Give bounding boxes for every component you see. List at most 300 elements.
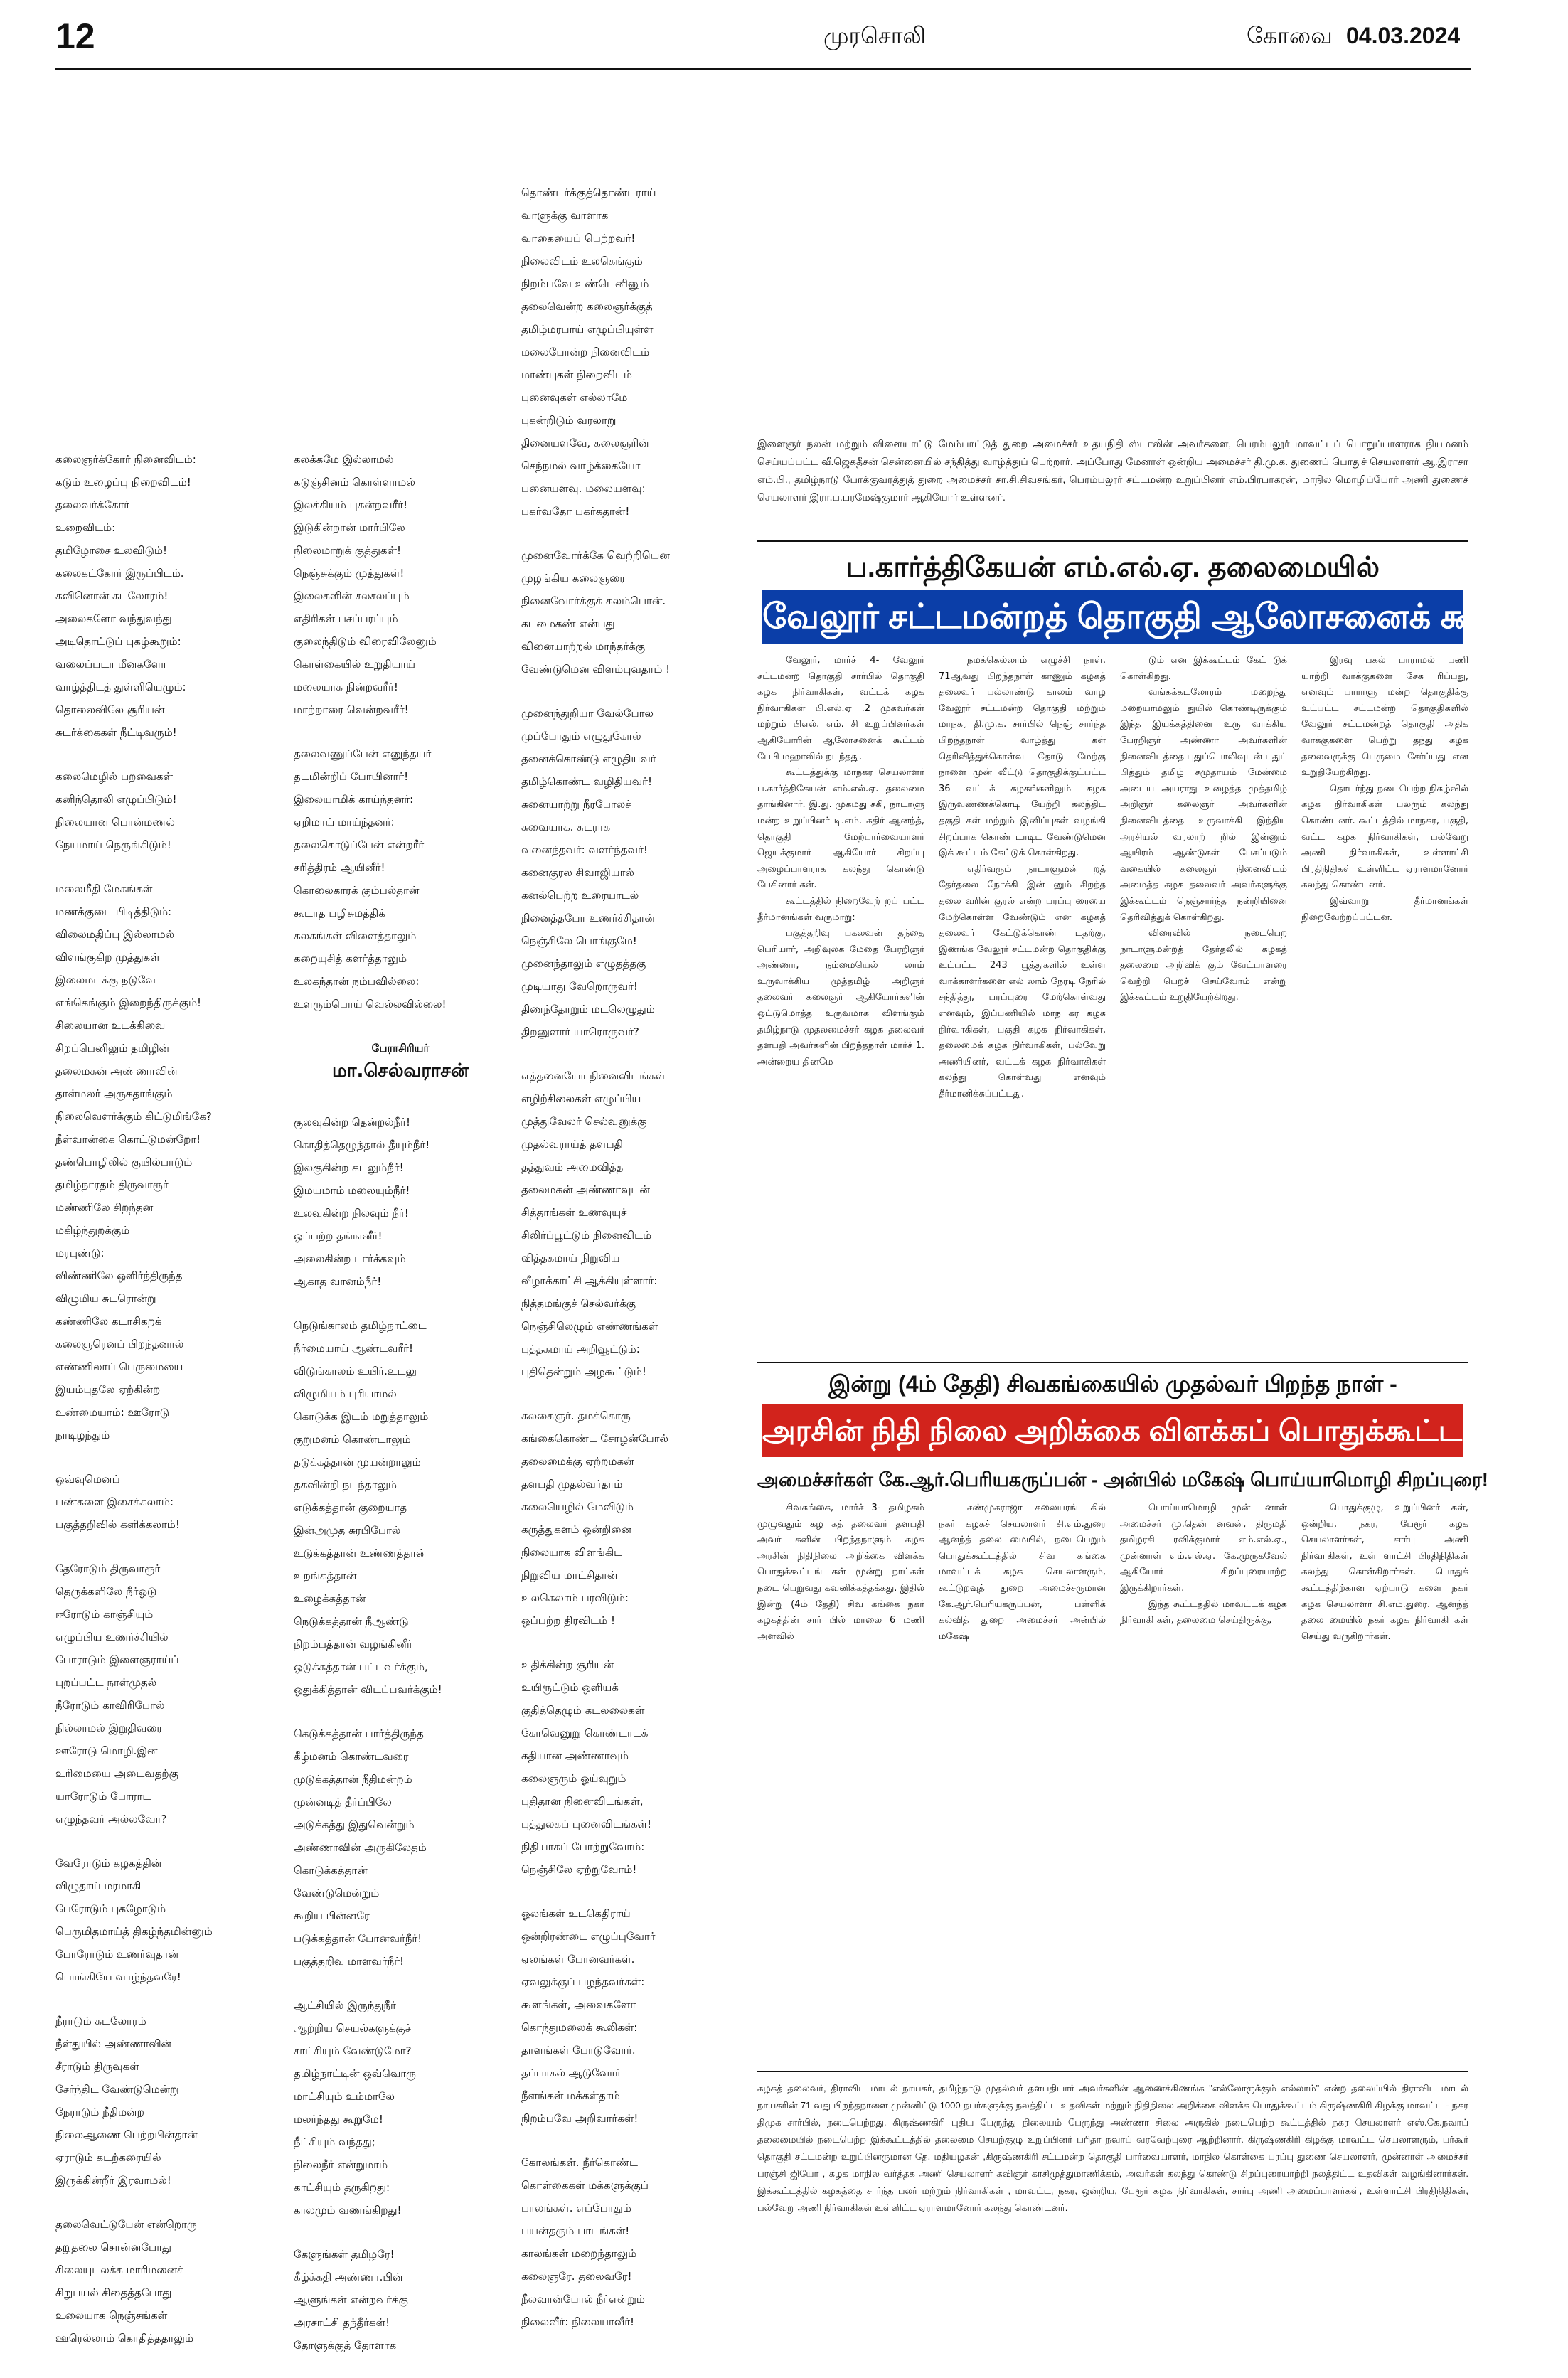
poem-line: முடுக்கத்தான் நீதிமன்றம் xyxy=(294,1773,412,1786)
poem-line: ஊரோடு மொழி.இன xyxy=(55,1744,158,1757)
poem-line: தளபதி முதல்வர்தாம் xyxy=(521,1478,623,1491)
poem-line: தோளுக்குத் தோளாக xyxy=(294,2339,397,2352)
poem-stanza xyxy=(294,1111,507,1293)
poem-byline xyxy=(294,1037,507,1082)
poem-line: வினையாற்றல் மாந்தர்க்கு xyxy=(521,640,646,653)
poem-line: தாளங்கள் போடுவோர். xyxy=(521,2044,636,2057)
poem-stanza xyxy=(294,1994,507,2222)
poem-line: சுனையாற்று நீரபோலச் xyxy=(521,798,631,811)
poem-line: தொலைவிலே சூரியன் xyxy=(55,703,165,716)
poem-stanza xyxy=(521,181,749,523)
poem-line: விலைமதிப்பு இல்லாமல் xyxy=(55,928,175,941)
poem-line: தலைமகன் அண்ணாவுடன் xyxy=(521,1183,650,1196)
poem-line: பண்களை இசைக்கலாம்: xyxy=(55,1495,174,1508)
poem-line: கலைகட்கோர் இருப்பிடம். xyxy=(55,567,184,580)
poem-line: மலர்ந்தது கூறுமே! xyxy=(294,2113,383,2126)
poem-line: பொங்கியே வாழ்ந்தவரே! xyxy=(55,1971,181,1983)
poem-line: முதல்வராய்த் தளபதி xyxy=(521,1138,623,1151)
poem-line: முத்துவேலர் செல்வனுக்கு xyxy=(521,1115,647,1128)
poem-line: எழுந்தவர் அல்லவோ? xyxy=(55,1813,167,1825)
poem-line: சித்தாங்கள் உணவுயுச் xyxy=(521,1206,627,1219)
edition-date: 04.03.2024 xyxy=(1346,23,1461,48)
article-column xyxy=(1120,653,1287,1357)
poem-line: வாளுக்கு வாளாக xyxy=(521,209,609,222)
poem-line: கோவெனுறு கொண்டாடக் xyxy=(521,1727,649,1739)
page-header xyxy=(55,16,1471,65)
poem-line: மலையாக நின்றவரீர்! xyxy=(294,681,398,693)
poem-line: நெஞ்சிலே ஏற்றுவோம்! xyxy=(521,1863,637,1876)
poem-line: நெடுங்காலம் தமிழ்நாட்டை xyxy=(294,1319,427,1332)
poem-line: நிலைநீர் என்றுமாம் xyxy=(294,2158,388,2171)
poem-line: ஆற்றிய செயல்களுக்குச் xyxy=(294,2022,412,2035)
poem-line: தடுக்கத்தான் முயன்றாலும் xyxy=(294,1456,421,1468)
poem-line: புனைவுகள் எல்லாமே xyxy=(521,391,628,404)
poem-line: நிறம்பவே அறிவார்கள்! xyxy=(521,2112,639,2125)
poem-line: தாள்மலர் அருகதாங்கும் xyxy=(55,1087,173,1100)
poem-line: கருத்துகளம் ஒன்றினை xyxy=(521,1523,632,1536)
poem-line: நீர்மையாய் ஆண்டவரீர்! xyxy=(294,1342,413,1355)
poem-line: தேரோடும் திருவாரூர் xyxy=(55,1562,161,1575)
poem-line: ஏராடும் கடற்கரையில் xyxy=(55,2151,161,2164)
poem-line: வாழ்த்திடத் துள்ளியெழும்: xyxy=(55,681,186,693)
poem-line: நீரோடும் காவிரிபோல் xyxy=(55,1699,165,1712)
poem-line: இலையாமிக் காய்ந்தனர்: xyxy=(294,793,414,806)
poem-line: ஏறிமாய் மாய்ந்தனர்: xyxy=(294,816,395,828)
poem-stanza xyxy=(294,742,507,1015)
poem-line: நிதியாகப் போற்றுவோம்: xyxy=(521,1840,645,1853)
poem-line: உயிரூட்டும் ஒளியக் xyxy=(521,1681,619,1694)
poem-line: கடும் உழைப்பு நிறைவிடம்! xyxy=(55,476,191,489)
section-divider xyxy=(757,2071,1468,2072)
poem-line: உழைக்கத்தான் xyxy=(294,1592,366,1605)
poem-line: தகவின்றி நடந்தாலும் xyxy=(294,1478,397,1491)
edition-city: கோவை xyxy=(1247,23,1333,48)
poem-stanza xyxy=(294,1314,507,1701)
poem-line: நிலைஆணை பெற்றபின்தான் xyxy=(55,2128,198,2141)
poem-line: இலக்கியம் புகன்றவரீர்! xyxy=(294,498,408,511)
poem-line: புகன்றிடும் வரலாறு xyxy=(521,414,617,427)
poem-line: மரபுண்டு: xyxy=(55,1247,105,1259)
poem-column-3 xyxy=(521,181,749,2355)
poem-line: விழுதாய் மரமாகி xyxy=(55,1880,142,1892)
poem-line: வேண்டுமென விளம்புவதாம் ! xyxy=(521,663,671,676)
poem-line: ஏவலுக்குப் பழந்தவர்கள்: xyxy=(521,1976,645,1988)
poem-line: தமிழ்மரபாய் எழுப்பியுள்ள xyxy=(521,323,654,336)
poem-line: போராடும் இளைஞராய்ப் xyxy=(55,1653,179,1666)
poem-line: மலைபோன்ற நினைவிடம் xyxy=(521,346,650,358)
poem-line: கொடுக்கத்தான் xyxy=(294,1864,368,1877)
page-number: 12 xyxy=(55,16,95,56)
poem-line: வீழாக்காட்சி ஆக்கியுள்ளார்: xyxy=(521,1274,658,1287)
poem-line: வலைப்படா மீனகளோ xyxy=(55,658,167,671)
poem-line: புதிதென்றும் அழகூட்டும்! xyxy=(521,1365,647,1378)
poem-line: வேண்டுமென்றும் xyxy=(294,1887,380,1899)
poem-line: யாரோடும் போராட xyxy=(55,1790,151,1803)
poem-line: எடுக்கத்தான் குறையாத xyxy=(294,1501,407,1514)
article-paragraph: பொய்யாமொழி முன் னாள் அமைச்சர் மு.தென் னவன், திருமதி தமிழரசி ரவிக்குமார் எம்.எல்.ஏ., முன்னாள் எம்.எல்.ஏ. கே.முருகவேல் ஆகியோர் சிறப்புரையாற்ற இருக்கிறார்கள். xyxy=(1120,1503,1287,1594)
poem-line: நிலைவெளர்க்கும் கிட்டுமிங்கே? xyxy=(55,1110,212,1123)
poem-line: ஒன்றிரண்டை எழுப்புவோர் xyxy=(521,1930,656,1943)
article-paragraph: வேலூர், மார்ச் 4- வேலூர் சட்டமன்ற தொகுதி சார்பில் தொகுதி கழக நிர்வாகிகள், வட்டக் கழக நிர்வாகிகள் பி.எல்.ஏ .2 முகவர்கள் மற்றும் பிஎல். எம். சி உறுப்பினர்கள் ஆகியோரின் ஆலோசனைக் கூட்டம் பேபி மஹாலில் நடந்தது. xyxy=(757,655,924,762)
poem-line: உறைவிடம்: xyxy=(55,521,116,534)
article-paragraph: சிவகங்கை, மார்ச் 3- தமிழகம் முழுவதும் கழ கத் தலைவர் தளபதி அவர் களின் பிறந்தநாளும் கழக அரசின் நிதிநிலை அறிக்கை விளக்க பொதுக்கூட்டங் கள் மூன்று நாட்கள் நடை பெறுவது கவனிக்கத்தக்கது. இதில் இன்று (4ம் தேதி) சிவ கங்கை நகர் கழகத்தின் சார் பில் மாலை 6 மணி அளவில் xyxy=(757,1503,924,1642)
poem-line: நெஞ்சிலெழும் எண்ணங்கள் xyxy=(521,1320,658,1333)
poem-line: காலங்கள் மறைந்தாலும் xyxy=(521,2247,637,2260)
poem-line: முப்போதும் எழுதுகோல் xyxy=(521,730,641,742)
poem-line: கனிந்தொலி எழுப்பிடும்! xyxy=(55,793,177,806)
poem-line: முன்னடித் தீர்ப்பிலே xyxy=(294,1796,392,1808)
poem-line: இமயமாம் மலையும்நீர்! xyxy=(294,1184,410,1197)
poem-line: மாட்சியும் உம்மாலே xyxy=(294,2090,395,2103)
poem-line: கனைகுரல சிவாஜியால் xyxy=(521,866,634,879)
poem-line: இருக்கின்றீர் இரவாமல்! xyxy=(55,2174,171,2187)
poem-line: முழங்கிய கலைஞரை xyxy=(521,572,626,585)
poem-line: கறையுசித் களர்த்தாலும் xyxy=(294,952,407,965)
poem-line: தமிழ்கொண்ட வழிதியவர்! xyxy=(521,775,652,788)
poem-line: எழுப்பிய உணர்ச்சியில் xyxy=(55,1631,169,1643)
poem-line: பயன்தரும் பாடங்கள்! xyxy=(521,2224,630,2237)
poem-line: கலகங்கள் விளைத்தாலும் xyxy=(294,929,417,942)
article2-subhead: இன்று (4ம் தேதி) சிவகங்கையில் முதல்வர் பிறந்த நாள் - xyxy=(828,1371,1397,1397)
poem-line: உளரும்பொய் வெல்லவில்லை! xyxy=(294,998,447,1011)
poem-stanza xyxy=(55,878,276,1446)
poem-line: மலைமீதி மேகங்கள் xyxy=(55,883,153,895)
poem-line: வனைந்தவர்: வளர்ந்தவர்! xyxy=(521,843,648,856)
poem-line: தெருக்களிலே நீர்ஓடு xyxy=(55,1585,157,1598)
poem-line: நிலைவிடம் உலகெங்கும் xyxy=(521,255,643,267)
poem-line: நினைத்தபோ உணர்ச்சிதான் xyxy=(521,912,655,924)
poem-line: புத்தகமாய் அறிவூட்டும்: xyxy=(521,1343,640,1355)
poem-line: தண்பொழிலில் குயில்பாடும் xyxy=(55,1156,193,1168)
poem-line: உலவுகின்ற நிலவும் நீர்! xyxy=(294,1207,409,1220)
poem-line: கூளங்கள், அவைகளோ xyxy=(521,1998,636,2011)
poem-line: கலைஞரே. தலைவரே! xyxy=(521,2270,632,2283)
poem-line: உலையாக நெஞ்சங்கள் xyxy=(55,2309,168,2322)
poem-line: எண்ணிலாப் பெருமையை xyxy=(55,1360,183,1373)
poem-line: செந்நமல் வாழ்க்கையோ xyxy=(521,459,641,472)
poem-line: கலக்கமே இல்லாமல் xyxy=(294,453,394,466)
article-paragraph: தொடர்ந்து நடைபெற்ற நிகழ்வில் கழக நிர்வாகிகள் பலரும் கலந்து கொண்டனர். கூட்டத்தில் மாநகர, பகுதி, வட்ட கழக நிர்வாகிகள், பல்வேறு அணி நிர்வாகிகள், உள்ளாட்சி பிரதிநிதிகள் உள்ளிட்ட ஏராளமானோர் கலந்து கொண்டனர். xyxy=(1301,783,1468,891)
poem-line: பகுத்தறிவில் களிக்கலாம்! xyxy=(55,1518,180,1531)
poem-line: தலைவர்க்கோர் xyxy=(55,498,130,511)
poem-line: சிலையான உடக்கிவை xyxy=(55,1019,166,1032)
poem-stanza xyxy=(521,1653,749,1881)
poem-line: நிறம்பத்தான் வழங்கினீர் xyxy=(294,1638,412,1651)
poem-line: நிலைமாறுக் குத்துகள்! xyxy=(294,544,402,557)
poem-line: சரித்திரம் ஆயினீர்! xyxy=(294,861,385,874)
poem-line: கொடுக்க இடம் மறுத்தாலும் xyxy=(294,1410,429,1423)
poem-line: தமிழ்நாரதம் திருவாரூர் xyxy=(55,1178,169,1191)
article-column xyxy=(757,1500,924,2062)
bottom-photo-caption: கழகத் தலைவர், திராவிட மாடல் நாயகர், தமிழ்நாடு முதல்வர் தளபதியார் அவர்களின் ஆணைக்கிணங்க "எல்லோருக்கும் எல்லாம்" என்ற தலைப்பில் திராவிட மாடல் நாயகரின் 71 வது பிறந்தநாளை முன்னிட்டு 1000 நபர்களுக்கு நலத்திட்ட உதவிகள் மற்றும் நிதிநிலை அறிக்கை விளக்க பொதுக்கூட்டம் கிருஷ்ணகிரி கிழக்கு மாவட்ட - நகர திமுக சார்பில், நடைபெற்றது. கிருஷ்ணகிரி புதிய பேருந்து நிலையம் பேருந்து அண்ணா சிலை அருகில் நடைபெற்ற கூட்டத்தில் நகர செயலாளர் எஸ்.கே.நவாப் தலைமையில் நடைபெற்ற இக்கூட்டத்தில் தலைமை செயற்குழு உறுப்பினர் பரிதா நவாப் வரவேற்புரை ஆற்றினார். கிருஷ்ணகிரி கிழக்கு மாவட்ட செயலாளரும், பர்கூர் தொகுதி சட்டமன்ற உறுப்பினருமான தே. மதியழகன் ,கிருஷ்ணகிரி சட்டமன்ற தொகுதி பார்வையாளர், மாநில கொள்கை பரப்பு துணை செயலாளர், முன்னாள் அமைச்சர் பரஞ்சி ஜியோ , கழக மாநில வர்த்தக அணி செயலாளர் கவிஞர் காசிமுத்துமாணிக்கம், அவர்கள் கலந்து கொண்டு சிறப்புரையாற்றி நலத்திட்ட உதவிகள் வழங்கினார்கள். இக்கூட்டத்தில் கழகத்தை சார்ந்த பலர் மற்றும் நிர்வாகிகள் , மாவட்ட, நகர, ஒன்றிய, பேரூர் கழக நிர்வாகிகள், சார்பு அணி அமைப்பாளர்கள், உள்ளாட்சி பிரதிநிதிகள், பல்வேறு அணி நிர்வாகிகள் உள்ளிட்ட ஏராளமானோர் கலந்து கொண்டனர். xyxy=(757,2083,1468,2213)
poem-line: நீலவான்போல் நீர்என்றும் xyxy=(521,2293,645,2305)
poem-line: நீட்சியும் வந்தது; xyxy=(294,2136,375,2148)
poem-line: உதிக்கின்ற சூரியன் xyxy=(521,1658,614,1671)
poem-line: அடுக்கத்து இதுவென்றும் xyxy=(294,1818,415,1831)
poem-line: நிறம்பவே உண்டெனினும் xyxy=(521,277,649,290)
poem-line: பகர்வதோ பகர்கதான்! xyxy=(521,505,630,518)
poem-line: பகுத்தறிவு மாளவர்நீர்! xyxy=(294,1955,405,1968)
poem-line: நீள்வான்கை கொட்டுமன்றோ! xyxy=(55,1133,201,1146)
poem-line: இடுகின்றான் மார்பிலே xyxy=(294,521,405,534)
article-paragraph: சண்முகராஜா கலையரங் கில் நகர் கழகச் செயலாளர் சி.எம்.துரை ஆனந்த் தலை மையில், நடைபெறும் பொதுக்கூட்டத்தில் சிவ கங்கை மாவட்டக் கழக செயலாளரும், கூட்டுறவுத் துறை அமைச்சருமான கே.ஆர்.பெரியகருப்பன், பள்ளிக் கல்வித் துறை அமைச்சர் அன்பில் மகேஷ் xyxy=(939,1503,1106,1642)
article2-subhead-2: அமைச்சர்கள் கே.ஆர்.பெரியகருப்பன் - அன்பில் மகேஷ் பொய்யாமொழி சிறப்புரை! xyxy=(757,1469,1488,1491)
poem-line: நெஞ்சிலே பொங்குமே! xyxy=(521,934,637,947)
poem-line: விழுமிய சுடரொன்று xyxy=(55,1292,156,1305)
article-paragraph: எதிர்வரும் நாடாளுமன் றத் தேர்தலை நோக்கி இன் னும் சிறந்த தலை வரின் குரல் என்ற பரப்பு ரையை மேற்கொள்ள வேண்டும் என கழகத் தலைவர் கேட்டுக்கொண் டதற்கு, இணங்க வேலூர் சட்டமன்ற தொகுதிக்கு உட்பட்ட 243 பூத்துகளில் உள்ள வாக்காளர்களை எல் லாம் நேரடி நேரில் சந்தித்து, பரப்புரை மேற்கொள்வது எனவும், இப்பணியில் மாந கர கழக நிர்வாகிகள், பகுதி கழக நிர்வாகிகள், தலைமைக் கழக நிர்வாகிகள், பல்வேறு அணியினர், வட்டக் கழக நிர்வாகிகள் கலந்து கொள்வது எனவும் தீர்மானிக்கப்பட்டது. xyxy=(939,863,1106,1100)
poem-line: சுடர்க்கைகள் நீட்டிவரும்! xyxy=(55,726,177,739)
section-divider xyxy=(757,1362,1468,1363)
poem-line: இயம்புதலே ஏற்கின்ற xyxy=(55,1383,161,1396)
poem-line: ஆகாத வானம்நீர்! xyxy=(294,1275,382,1288)
poem-stanza xyxy=(521,1065,749,1383)
poem-line: சாட்சியும் வேண்டுமோ? xyxy=(294,2044,412,2057)
poem-line: நெஞ்சுக்கும் முத்துகள்! xyxy=(294,567,405,580)
poem-line: உறங்கத்தான் xyxy=(294,1569,357,1582)
article-paragraph: பொதுக்குழு, உறுப்பினர் கள், ஒன்றிய, நகர, பேரூர் கழக செயலாளர்கள், சார்பு அணி நிர்வாகிகள், உள் ளாட்சி பிரதிநிதிகள் கலந்து கொள்கிறார்கள். பொதுக் கூட்டத்திற்கான ஏற்பாடு களை நகர் கழக செயலாளர் சி.எம்.துரை. ஆனந்த் தலை மையில் நகர் கழக நிர்வாகி கள் செய்து வருகிறார்கள். xyxy=(1301,1503,1468,1642)
poem-line: புதிதான நினைவிடங்கள், xyxy=(521,1795,644,1808)
article-paragraph: பகுத்தறிவு பகலவன் தந்தை பெரியார், அறிவுலக மேதை பேரறிஞர் அண்ணா, நம்மையெல் லாம் உருவாக்கிய முத்தமிழ் அறிஞர் தலைவர் கலைஞர் ஆகியோர்களின் ஒட்டுமொத்த உருவமாக விளங்கும் தமிழ்நாடு முதலமைச்சர் கழக தலைவர் தளபதி அவர்களின் பிறந்தநாள் மார்ச் 1. அன்றைய தினமே xyxy=(757,928,924,1067)
poem-line: கலைஞர்க்கோர் நினைவிடம்: xyxy=(55,453,196,466)
poem-column-1 xyxy=(55,448,276,2371)
poem-line: இலகுகின்ற கடலும்நீர்! xyxy=(294,1161,404,1174)
poem-line: கொந்துமலைக் கூலிகள்: xyxy=(521,2021,638,2034)
poem-line: நிறுவிய மாட்சிதான் xyxy=(521,1569,618,1582)
poem-line: வித்தகமாய் நிறுவிய xyxy=(521,1252,620,1264)
poem-line: உலகெலாம் பரவிடும்: xyxy=(521,1591,629,1604)
poem-line: அடிதொட்டுப் புகழ்கூறும்: xyxy=(55,635,181,648)
author-role: பேராசிரியர் xyxy=(371,1042,430,1055)
poem-line: சேர்ந்திட வேண்டுமென்று xyxy=(55,2083,179,2096)
poem-line: புறப்பட்ட நாள்முதல் xyxy=(55,1676,157,1689)
poem-line: நிலைவீர்: நிலையாவீர்! xyxy=(521,2315,635,2328)
poem-line: இலைமடக்கு நடுவே xyxy=(55,974,156,986)
poem-line: கொள்கையில் உறுதியாய் xyxy=(294,658,416,671)
article-paragraph: கூட்டத்துக்கு மாநகர செயலாளர் ப.கார்த்திகேயன் எம்.எல்.ஏ. தலைமை தாங்கினார். இ.து. முகமது சகி, நாடாளு மன்ற உறுப்பினர் டி.எம். கதிர் ஆனந்த், தொகுதி மேற்பார்வையாளர் ஜெயக்குமார் ஆகியோர் சிறப்பு அழைப்பாளராக கலந்து கொண்டு பேசினார் கள். xyxy=(757,767,924,891)
poem-line: கெடுக்கத்தான் பார்த்திருந்த xyxy=(294,1727,424,1740)
poem-line: தமிழ்நாட்டின் ஒவ்வொரு xyxy=(294,2067,416,2080)
poem-line: குலவுகின்ற தென்றல்நீர்! xyxy=(294,1116,410,1129)
author-name: மா.செல்வராசன் xyxy=(331,1060,469,1082)
poem-line: நெடுக்கத்தான் நீஆண்டு xyxy=(294,1615,409,1628)
poem-line: ஒதுக்கித்தான் விடப்பவர்க்கும்! xyxy=(294,1683,442,1696)
poem-line: கலைஞரெனப் பிறந்தனால் xyxy=(55,1338,184,1350)
poem-line: தலைவெட்டுபேன் என்றொரு xyxy=(55,2218,197,2231)
poem-line: நீராடும் கடலோரம் xyxy=(55,2015,146,2027)
poem-line: நிலையாக விளங்கிட xyxy=(521,1546,623,1559)
poem-stanza xyxy=(55,1557,276,1830)
poem-stanza xyxy=(294,448,507,721)
poem-line: மணக்குடை பிடித்திடும்: xyxy=(55,905,172,918)
poem-line: கீழ்க்கதி அண்ணா.பின் xyxy=(294,2271,403,2283)
poem-line: நில்லாமல் இறுதிவரை xyxy=(55,1722,163,1734)
article-paragraph: டும் என இக்கூட்டம் கேட் டுக் கொள்கிறது. xyxy=(1120,655,1287,682)
poem-line: நித்தமங்குச் செல்வர்க்கு xyxy=(521,1297,636,1310)
poem-stanza xyxy=(55,2213,276,2350)
poem-line: தறுதலை சொன்னபோது xyxy=(55,2241,172,2254)
poem-line: உரிமையை அடைவதற்கு xyxy=(55,1767,178,1780)
poem-line: பேரோடும் புகழோடும் xyxy=(55,1902,166,1915)
poem-line: விண்ணிலே ஒளிர்ந்திருந்த xyxy=(55,1269,183,1282)
poem-line: இன்அமுத சுரபிபோல் xyxy=(294,1524,401,1537)
poem-line: கலகைஞர். தமக்கொரு xyxy=(521,1409,631,1422)
article-paragraph: இரவு பகல் பாராமல் பணி யாற்றி வாக்குகளை சேக ரிப்பது, எனவும் பாராளு மன்ற தொகுதிக்கு உட்பட்ட சட்டமன்ற தொகுதிகளில் வேலூர் சட்டமன்றத் தொகுதி அதிக வாக்குகளை பெற்று தந்து கழக தலைவருக்கு பெருமை சேர்ப்பது என உறுதியேற்கிறது. xyxy=(1301,655,1468,779)
header-rule xyxy=(55,68,1471,70)
poem-line: ஒவ்வுமெனப் xyxy=(55,1473,120,1486)
poem-line: முடியாது வேறொருவர்! xyxy=(521,980,638,993)
poem-line: சிறுபயல் சிதைத்தபோது xyxy=(55,2286,172,2299)
poem-line: உண்மையாம்: ஊரோடு xyxy=(55,1406,170,1419)
poem-line: நீள்துயில் அண்ணாவின் xyxy=(55,2037,172,2050)
poem-line: நீளங்கள் மக்கள்தாம் xyxy=(521,2089,620,2102)
poem-line: கொலைகாரக் கும்பல்தான் xyxy=(294,884,420,897)
article-column xyxy=(939,653,1106,1357)
poem-line: கடமைகண் என்பது xyxy=(521,617,615,630)
article-paragraph: விரைவில் நடைபெற நாடாளுமன்றத் தேர்தலில் கழகத் தலைமை அறிவிக் கும் வேட்பாளரை வெற்றி பெறச் செய்வோம் என்று இக்கூட்டம் உறுதியேற்கிறது. xyxy=(1120,928,1287,1003)
poem-stanza xyxy=(55,448,276,744)
poem-line: கொதித்தெழுந்தால் தீயும்நீர்! xyxy=(294,1139,430,1151)
poem-line: ஆட்சியில் இருந்துநீர் xyxy=(294,1999,396,2012)
poem-line: ஒப்பற்ற திரவிடம் ! xyxy=(521,1614,615,1627)
poem-line: நாடிழந்தும் xyxy=(55,1429,110,1441)
poem-line: ஆளுங்கள் என்றவர்க்கு xyxy=(294,2293,408,2306)
poem-line: சுவையாக. சுடராக xyxy=(521,821,611,833)
poem-line: தப்பாகல் ஆடுவோர் xyxy=(521,2067,621,2079)
poem-line: நிலையான பொன்மணல் xyxy=(55,816,175,828)
poem-line: தத்துவம் அமைவித்த xyxy=(521,1161,624,1173)
photo-caption: இளைஞர் நலன் மற்றும் விளையாட்டு மேம்பாட்டுத் துறை அமைச்சர் உதயநிதி ஸ்டாலின் அவர்களை, பெரம்பலூர் மாவட்டப் பொறுப்பாளராக நியமனம் செய்யப்பட்ட வீ.ஜெகதீசன் சென்னையில் சந்தித்து வாழ்த்துப் பெற்றார். அப்போது மேனாள் ஒன்றிய அமைச்சர் தி.மு.க. துணைப் பொதுச் செயலாளர் ஆ.இராசா எம்.பி., தமிழ்நாடு போக்குவரத்துத் துறை அமைச்சர் சா.சி.சிவசங்கர், பெரம்பலூர் சட்டமன்ற உறுப்பினர் எம்.பிரபாகரன், மாநில மொழிப்போர் அணி துணைச் செயலாளர் இரா.ப.பரமேஷ்குமார் ஆகியோர் உள்ளனர். xyxy=(757,438,1469,503)
poem-line: கனல்பெற்ற உரையாடல் xyxy=(521,889,639,902)
poem-line: நேயமாய் நெருங்கிடும்! xyxy=(55,838,171,851)
article2-headline: அரசின் நிதி நிலை அறிக்கை விளக்கப் பொதுக்கூட்டம்! xyxy=(762,1404,1463,1457)
article-column xyxy=(939,1500,1106,2062)
poem-stanza xyxy=(521,1404,749,1632)
poem-line: அண்ணாவின் அருகிலேதம் xyxy=(294,1841,427,1854)
poem-line: ஒடுக்கத்தான் பட்டவர்க்கும், xyxy=(294,1660,428,1673)
poem-line: புத்துலகப் புனைவிடங்கள்! xyxy=(521,1818,652,1830)
poem-stanza xyxy=(294,2243,507,2357)
article-paragraph: வங்கக்கடலோரம் மறைந்து மறையாமலும் துயில் கொண்டிருக்கும் இந்த இயக்கத்தினை உரு வாக்கிய பேரறிஞர் அண்ணா அவர்களின் நினைவிடத்தை புதுப்பொலிவுடன் புதுப் பித்தும் தமிழ் சமுதாயம் மேன்மை அடைய அயராது உழைத்த முத்தமிழ் அறிஞர் கலைஞர் அவர்களின் நினைவிடத்தை உருவாக்கி இந்திய அரசியல் வரலாற் றில் இன்னும் ஆயிரம் ஆண்டுகள் பேசப்படும் வகையில் கலைஞர் நினைவிடம் அமைத்த கழக தலைவர் அவர்களுக்கு இக்கூட்டம் நெஞ்சார்ந்த நன்றியினை தெரிவித்துக் கொள்கிறது. xyxy=(1120,687,1287,923)
poem-line: எதிரிகள் பசப்பரப்பும் xyxy=(294,612,398,625)
poem-line: கலைஞரும் ஓய்வுறும் xyxy=(521,1772,626,1785)
poem-line: எத்தனையோ நினைவிடங்கள் xyxy=(521,1070,666,1082)
poem-line: சிலிர்ப்பூட்டும் நினைவிடம் xyxy=(521,1229,652,1242)
poem-line: படுக்கத்தான் போனவர்நீர்! xyxy=(294,1932,422,1945)
section-divider xyxy=(757,540,1468,542)
poem-line: தடமின்றிப் போயினார்! xyxy=(294,770,409,783)
poem-stanza xyxy=(521,544,749,681)
poem-line: திறனுளார் யாரொருவர்? xyxy=(521,1025,639,1038)
article-column xyxy=(1120,1500,1287,2062)
poem-line: காட்சியும் தருகிறது: xyxy=(294,2181,390,2194)
poem-line: மகிழ்ந்துறக்கும் xyxy=(55,1224,130,1237)
poem-line: கலையெழில் மேவிடும் xyxy=(521,1500,634,1513)
poem-line: விழுமியம் புரியாமல் xyxy=(294,1387,397,1400)
newspaper-name: முரசொலி xyxy=(823,23,926,48)
poem-line: மாற்றாரை வென்றவரீர்! xyxy=(294,703,409,716)
poem-line: உலகந்தான் நம்பவில்லை: xyxy=(294,975,420,988)
poem-line: பனையளவு. மலையளவு: xyxy=(521,482,646,495)
poem-line: தமிழோசை உலவிடும்! xyxy=(55,544,167,557)
poem-line: அரசாட்சி தந்தீர்கள்! xyxy=(294,2316,390,2329)
poem-line: கேளுங்கள் தமிழரே! xyxy=(294,2248,395,2261)
poem-line: சீராடும் திருவுகள் xyxy=(55,2060,139,2073)
article-column xyxy=(1301,653,1468,1357)
article-paragraph: இந்த கூட்டத்தில் மாவட்டக் கழக நிர்வாகி கள், தலைமை செய்திருக்கு, xyxy=(1120,1599,1287,1626)
poem-line: கதியான அண்ணாவும் xyxy=(521,1749,629,1762)
poem-line: முனைந்துறியா வேல்போல xyxy=(521,707,654,720)
poem-stanza xyxy=(55,2010,276,2192)
poem-line: மண்ணிலே சிறந்தன xyxy=(55,1201,154,1214)
poem-line: பாலங்கள். எப்போதும் xyxy=(521,2202,631,2214)
article-column xyxy=(1301,1500,1468,2062)
poem-line: கண்ணிலே கடாசிகறக் xyxy=(55,1315,162,1328)
poem-line: வாகையைப் பெற்றவர்! xyxy=(521,232,636,245)
poem-line: தினையளவே, கலைஞரின் xyxy=(521,437,649,449)
poem-line: தனைக்கொண்டு எழுதியவர் xyxy=(521,752,656,765)
poem-stanza xyxy=(294,1722,507,1973)
poem-line: கோலங்கள். நீர்கொண்ட xyxy=(521,2156,638,2169)
poem-line: கொள்கைகள் மக்களுக்குப் xyxy=(521,2179,649,2192)
poem-line: கலைமெழில் பறவைகள் xyxy=(55,770,174,783)
poem-stanza xyxy=(55,1852,276,1988)
poem-line: திணந்தோறும் மடலெழுதும் xyxy=(521,1003,655,1015)
poem-line: குறுமனம் கொண்டாலும் xyxy=(294,1433,411,1446)
poem-line: தலைமகன் அண்ணாவின் xyxy=(55,1065,178,1077)
poem-line: ஓலங்கள் உடகெதிராய் xyxy=(521,1907,631,1920)
poem-line: அலைகளோ வந்துவந்து xyxy=(55,612,172,625)
poem-line: குதித்தெழும் கடலலைகள் xyxy=(521,1704,645,1717)
poem-stanza xyxy=(55,765,276,856)
poem-line: உடுக்கத்தான் உண்ணத்தான் xyxy=(294,1547,427,1559)
poem-line: தலைவென்ற கலைஞர்க்குத் xyxy=(521,300,653,313)
poem-line: நினைவோர்க்குக் கலம்பொன். xyxy=(521,594,666,607)
poem-line: ஈரோடும் காஞ்சியும் xyxy=(55,1608,154,1621)
poem-line: எழிற்சிலைகள் எழுப்பிய xyxy=(521,1092,641,1105)
poem-line: தலைவணுப்பேன் எனுந்தயா் xyxy=(294,747,433,760)
poem-stanza xyxy=(521,1902,749,2130)
poem-line: பெருமிதமாய்த் திகழ்ந்தமின்னும் xyxy=(55,1925,213,1938)
article-paragraph: நமக்கெல்லாம் எழுச்சி நாள். 71ஆவது பிறந்தநாள் காணும் கழகத் தலைவர் பல்லாண்டு காலம் வாழ வேலூர் சட்டமன்ற தொகுதி மற்றும் மாநகர தி.மு.க. சார்பில் நெஞ் சார்ந்த பிறந்தநாள் வாழ்த்து கள் தெரிவித்துக்கொள்வ தோடு மேற்கு நாளை முன் வீட்டு தொகுதிக்குட்பட்ட 36 வட்டக் கழகங்களிலும் கழக இருவண்ணக்கொடி யேற்றி கலந்திட தகுதி கள் மற்றும் இனிப்புகள் வழங்கி சிறப்பாக கொண் டாடிட வேண்டுமென இக் கூட்டம் கேட்டுக் கொள்கிறது. xyxy=(939,655,1106,859)
poem-line: குலைந்திடும் விரைவிலேனும் xyxy=(294,635,437,648)
poem-line: தொண்டர்க்குத்தொண்டராய் xyxy=(521,186,656,199)
poem-stanza xyxy=(55,1468,276,1536)
poem-line: கூறிய பின்னரே xyxy=(294,1909,370,1922)
poem-line: முனைந்தாலும் எழுதத்தகு xyxy=(521,957,646,970)
poem-line: சிறப்பெனிலும் தமிழின் xyxy=(55,1042,170,1055)
poem-line: ஒப்பற்ற தங்ஙனீர்! xyxy=(294,1230,383,1242)
poem-line: எங்கெங்கும் இறைந்திருக்கும்! xyxy=(55,996,202,1009)
poem-stanza xyxy=(521,2151,749,2333)
poem-line: முனைவோர்க்கே வெற்றியென xyxy=(521,549,670,562)
poem-line: கூடாத பழிசுமத்திக் xyxy=(294,907,385,919)
poem-line: கவினொன் கடலோரம்! xyxy=(55,590,169,602)
article-column xyxy=(757,653,924,1357)
poem-line: கங்கைகொண்ட சோழன்போல் xyxy=(521,1432,668,1445)
poem-line: நேராடும் நீதிமன்ற xyxy=(55,2106,144,2118)
poem-line: ஊரெல்லாம் கொதித்ததாலும் xyxy=(55,2332,193,2345)
poem-line: விடுங்காலம் உயிர்.உடலு xyxy=(294,1365,417,1377)
article1-subhead: ப.கார்த்திகேயன் எம்.எல்.ஏ. தலைமையில் xyxy=(846,552,1380,583)
poem-line: கீழ்மனம் கொண்டவரை xyxy=(294,1750,409,1763)
poem-line: அலைகின்ற பார்க்கவும் xyxy=(294,1252,406,1265)
poem-line: விளங்குகிற முத்துகள் xyxy=(55,951,160,964)
poem-line: இலைகளின் சலசலப்பும் xyxy=(294,590,410,602)
poem-line: வேரோடும் கழகத்தின் xyxy=(55,1857,162,1870)
poem-line: சிலையுடலக்க மாரிமனைச் xyxy=(55,2264,183,2276)
poem-line: மாண்புகள் நிறைவிடம் xyxy=(521,368,632,381)
poem-line: காலமும் வணங்கிறது! xyxy=(294,2204,402,2217)
